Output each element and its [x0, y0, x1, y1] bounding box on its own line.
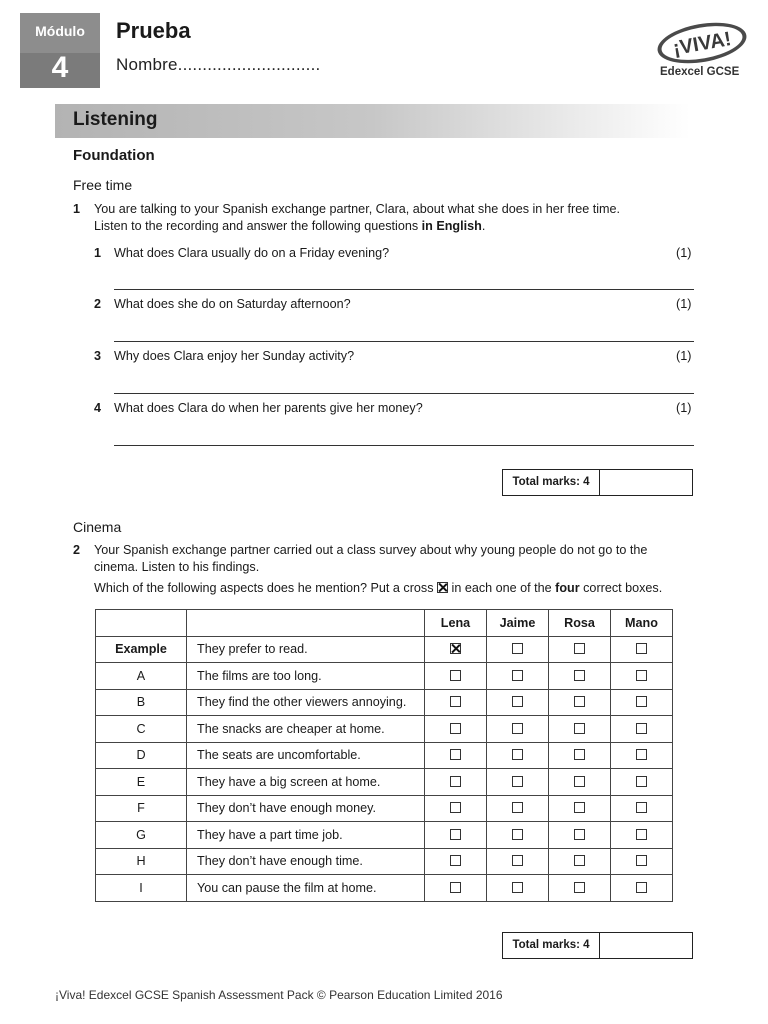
survey-table [95, 609, 673, 902]
table-header-row [96, 610, 673, 637]
checkbox[interactable] [636, 882, 647, 893]
checkbox[interactable] [574, 749, 585, 760]
cell [425, 822, 487, 849]
checkbox[interactable] [512, 723, 523, 734]
cell [425, 875, 487, 902]
table-row [96, 636, 673, 663]
checkbox[interactable] [636, 776, 647, 787]
checkbox[interactable] [512, 696, 523, 707]
instruction-text: in each one of the [448, 581, 556, 595]
instruction-text: Listen to the recording and answer the following questions [94, 219, 422, 233]
checkbox[interactable] [512, 776, 523, 787]
cell [549, 716, 611, 743]
cell [611, 742, 673, 769]
part2-instruction-line2: cinema. Listen to his findings. [94, 560, 260, 574]
column-header: Lena [425, 610, 487, 637]
row-label: C [96, 716, 187, 743]
crossed-checkbox[interactable] [450, 643, 461, 654]
instruction-bold: four [555, 581, 580, 595]
part2-instruction-line1: Your Spanish exchange partner carried out a class survey about why young people do not go to the [94, 543, 648, 557]
question-number: 2 [94, 297, 102, 311]
cell [549, 769, 611, 796]
part1-number: 1 [73, 202, 81, 216]
cell [549, 636, 611, 663]
module-badge [20, 13, 100, 88]
answer-line[interactable] [114, 393, 694, 394]
question-number: 3 [94, 349, 102, 363]
checkbox[interactable] [450, 670, 461, 681]
total-marks-box [502, 932, 693, 959]
row-label: I [96, 875, 187, 902]
cell [487, 636, 549, 663]
row-label: D [96, 742, 187, 769]
row-statement: They prefer to read. [187, 636, 425, 663]
question-marks: (1) [676, 401, 692, 415]
cell [487, 795, 549, 822]
cell [487, 848, 549, 875]
part1-heading: Free time [73, 177, 133, 193]
cell [549, 795, 611, 822]
cell [425, 663, 487, 690]
row-label: H [96, 848, 187, 875]
row-label: F [96, 795, 187, 822]
checkbox[interactable] [574, 670, 585, 681]
name-field: Nombre............................. [116, 55, 321, 74]
question-text: What does she do on Saturday afternoon? [114, 297, 351, 311]
part2-instructions [94, 542, 714, 597]
checkbox[interactable] [636, 855, 647, 866]
instruction-text: . [481, 219, 486, 233]
instruction-text: correct boxes. [579, 581, 663, 595]
cell [611, 795, 673, 822]
checkbox[interactable] [574, 776, 585, 787]
row-statement: They don’t have enough time. [187, 848, 425, 875]
cell [487, 742, 549, 769]
total-marks-label: Total marks: 4 [503, 933, 600, 958]
question-number: 4 [94, 401, 102, 415]
part2-heading: Cinema [73, 519, 122, 535]
cell [425, 769, 487, 796]
checkbox[interactable] [450, 855, 461, 866]
checkbox[interactable] [512, 643, 523, 654]
checkbox[interactable] [574, 802, 585, 813]
table-row [96, 848, 673, 875]
checkbox[interactable] [574, 882, 585, 893]
section-title: Listening [73, 109, 158, 130]
empty-header [187, 610, 425, 637]
checkbox[interactable] [450, 723, 461, 734]
cell [549, 848, 611, 875]
total-marks-input[interactable] [600, 933, 692, 958]
part2-number: 2 [73, 543, 81, 557]
question-marks: (1) [676, 349, 692, 363]
total-marks-box [502, 469, 693, 496]
level-heading: Foundation [73, 147, 155, 164]
footer-copyright: ¡Viva! Edexcel GCSE Spanish Assessment Pack © Pearson Education Limited 2016 [55, 988, 503, 1002]
checkbox[interactable] [636, 696, 647, 707]
checkbox[interactable] [636, 643, 647, 654]
cell [611, 636, 673, 663]
cell [425, 848, 487, 875]
cell [549, 875, 611, 902]
cross-box-icon [437, 582, 448, 593]
checkbox[interactable] [450, 749, 461, 760]
table-row [96, 795, 673, 822]
viva-logo [654, 16, 750, 66]
cell [487, 663, 549, 690]
row-label: E [96, 769, 187, 796]
cell [611, 716, 673, 743]
question-text: What does Clara usually do on a Friday evening? [114, 246, 390, 260]
table-row [96, 663, 673, 690]
row-statement: You can pause the film at home. [187, 875, 425, 902]
cell [549, 663, 611, 690]
answer-line[interactable] [114, 445, 694, 446]
row-statement: They have a big screen at home. [187, 769, 425, 796]
checkbox[interactable] [574, 643, 585, 654]
cell [549, 822, 611, 849]
answer-line[interactable] [114, 341, 694, 342]
part1-instructions [94, 201, 704, 235]
table-row [96, 742, 673, 769]
table-row [96, 689, 673, 716]
cell [425, 636, 487, 663]
module-number: 4 [51, 51, 69, 84]
table-row [96, 822, 673, 849]
question-text: Why does Clara enjoy her Sunday activity? [114, 349, 355, 363]
column-header: Jaime [487, 610, 549, 637]
checkbox[interactable] [636, 802, 647, 813]
row-statement: They find the other viewers annoying. [187, 689, 425, 716]
checkbox[interactable] [512, 802, 523, 813]
checkbox[interactable] [450, 829, 461, 840]
checkbox[interactable] [512, 855, 523, 866]
cell [487, 689, 549, 716]
checkbox[interactable] [512, 829, 523, 840]
cell [487, 716, 549, 743]
question-marks: (1) [676, 297, 692, 311]
cell [611, 875, 673, 902]
row-statement: The films are too long. [187, 663, 425, 690]
table-row [96, 875, 673, 902]
empty-header [96, 610, 187, 637]
row-statement: They don’t have enough money. [187, 795, 425, 822]
row-statement: The seats are uncomfortable. [187, 742, 425, 769]
row-label: Example [96, 636, 187, 663]
viva-logo-text: ¡VIVA! [671, 28, 733, 60]
checkbox[interactable] [512, 882, 523, 893]
checkbox[interactable] [574, 696, 585, 707]
brand-label: Edexcel GCSE [660, 66, 740, 78]
cell [611, 822, 673, 849]
checkbox[interactable] [636, 829, 647, 840]
checkbox[interactable] [512, 749, 523, 760]
checkbox[interactable] [450, 696, 461, 707]
table-row [96, 769, 673, 796]
column-header: Rosa [549, 610, 611, 637]
cell [611, 848, 673, 875]
row-statement: The snacks are cheaper at home. [187, 716, 425, 743]
part2-instruction-line3 [94, 580, 714, 597]
checkbox[interactable] [512, 670, 523, 681]
cell [425, 742, 487, 769]
cell [487, 769, 549, 796]
cell [487, 875, 549, 902]
question-text: What does Clara do when her parents give her money? [114, 401, 423, 415]
table-row [96, 716, 673, 743]
cell [487, 822, 549, 849]
module-label: Módulo [35, 23, 85, 39]
cell [549, 689, 611, 716]
checkbox[interactable] [574, 723, 585, 734]
question-marks: (1) [676, 246, 692, 260]
total-marks-label: Total marks: 4 [503, 470, 600, 495]
checkbox[interactable] [636, 749, 647, 760]
row-label: B [96, 689, 187, 716]
checkbox[interactable] [450, 882, 461, 893]
answer-line[interactable] [114, 289, 694, 290]
cell [611, 663, 673, 690]
instruction-bold: in English [421, 219, 482, 233]
row-label: G [96, 822, 187, 849]
checkbox[interactable] [450, 776, 461, 787]
cell [611, 689, 673, 716]
checkbox[interactable] [574, 829, 585, 840]
page-title: Prueba [116, 18, 191, 43]
cell [549, 742, 611, 769]
checkbox[interactable] [636, 723, 647, 734]
column-header: Mano [611, 610, 673, 637]
checkbox[interactable] [450, 802, 461, 813]
checkbox[interactable] [574, 855, 585, 866]
question-number: 1 [94, 246, 102, 260]
row-statement: They have a part time job. [187, 822, 425, 849]
cell [425, 716, 487, 743]
instruction-text: Which of the following aspects does he mention? Put a cross [94, 581, 438, 595]
cell [425, 795, 487, 822]
row-label: A [96, 663, 187, 690]
total-marks-input[interactable] [600, 470, 692, 495]
part1-instruction-line2 [94, 218, 704, 235]
checkbox[interactable] [636, 670, 647, 681]
part1-instruction-line1: You are talking to your Spanish exchange partner, Clara, about what she does in her free time. [94, 202, 620, 216]
cell [425, 689, 487, 716]
cell [611, 769, 673, 796]
